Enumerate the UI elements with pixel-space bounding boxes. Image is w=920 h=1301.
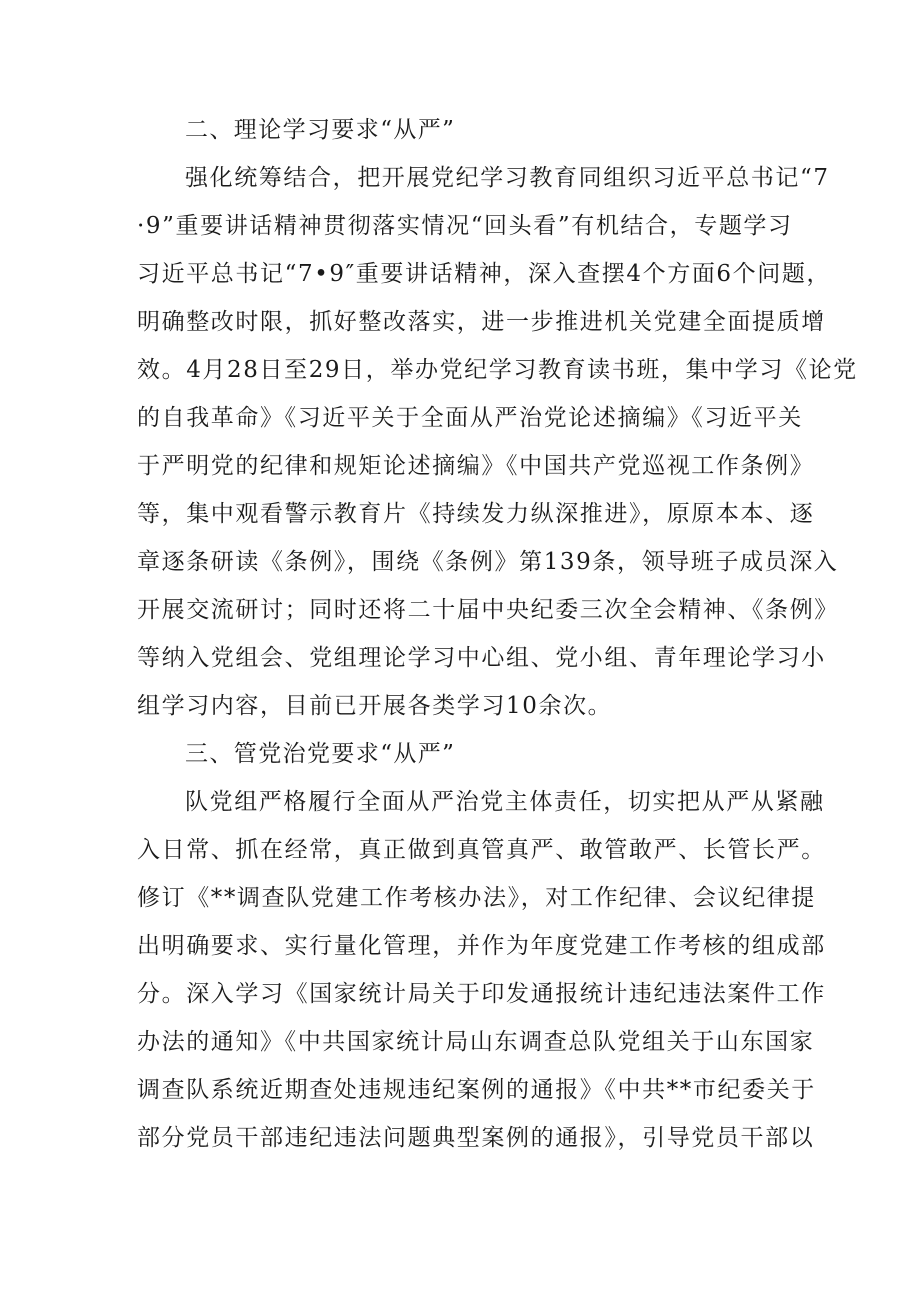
paragraph-line: 明确整改时限，抓好整改落实，进一步推进机关党建全面提质增 (137, 309, 826, 335)
paragraph-line: 办法的通知》《中共国家统计局山东调查总队党组关于山东国家 (137, 1029, 815, 1055)
paragraph-line: 修订《**调查队党建工作考核办法》，对工作纪律、会议纪律提 (137, 885, 816, 911)
paragraph-line: 习近平总书记“7•9″重要讲话精神，深入查摆4个方面6个问题， (137, 261, 832, 287)
paragraph-line: 调查队系统近期查处违规违纪案例的通报》《中共**市纪委关于 (137, 1077, 816, 1103)
document-body (137, 106, 858, 1162)
section-heading-party-governance: 三、管党治党要求“从严” (185, 741, 456, 767)
paragraph-line: 组学习内容，目前已开展各类学习10余次。 (137, 693, 613, 719)
paragraph-line: 章逐条研读《条例》，围绕《条例》第139条，领导班子成员深入 (137, 549, 839, 575)
paragraph-line: ·9”重要讲话精神贯彻落实情况“回头看”有机结合，专题学习 (137, 213, 793, 239)
paragraph-line: 等，集中观看警示教育片《持续发力纵深推进》，原原本本、逐 (137, 501, 815, 527)
paragraph-line: 于严明党的纪律和规矩论述摘编》《中国共产党巡视工作条例》 (137, 453, 815, 479)
paragraph-line: 等纳入党组会、党组理论学习中心组、党小组、青年理论学习小 (137, 645, 826, 671)
paragraph-line: 开展交流研讨；同时还将二十届中央纪委三次全会精神、《条例》 (137, 597, 839, 623)
paragraph-line: 队党组严格履行全面从严治党主体责任，切实把从严从紧融 (185, 789, 825, 815)
paragraph-line: 入日常、抓在经常，真正做到真管真严、敢管敢严、长管长严。 (137, 837, 826, 863)
paragraph-line: 分。深入学习《国家统计局关于印发通报统计违纪违法案件工作 (137, 981, 826, 1007)
section-heading-theory-study: 二、理论学习要求“从严” (185, 117, 456, 143)
paragraph-line: 出明确要求、实行量化管理，并作为年度党建工作考核的组成部 (137, 933, 826, 959)
paragraph-line: 效。4月28日至29日，举办党纪学习教育读书班，集中学习《论党 (137, 357, 858, 383)
paragraph-line: 的自我革命》《习近平关于全面从严治党论述摘编》《习近平关 (137, 405, 803, 431)
paragraph-line: 强化统筹结合，把开展党纪学习教育同组织习近平总书记“7 (185, 165, 830, 191)
paragraph-theory-study (137, 154, 858, 730)
paragraph-party-governance (137, 778, 826, 1162)
paragraph-line: 部分党员干部违纪违法问题典型案例的通报》，引导党员干部以 (137, 1125, 815, 1151)
